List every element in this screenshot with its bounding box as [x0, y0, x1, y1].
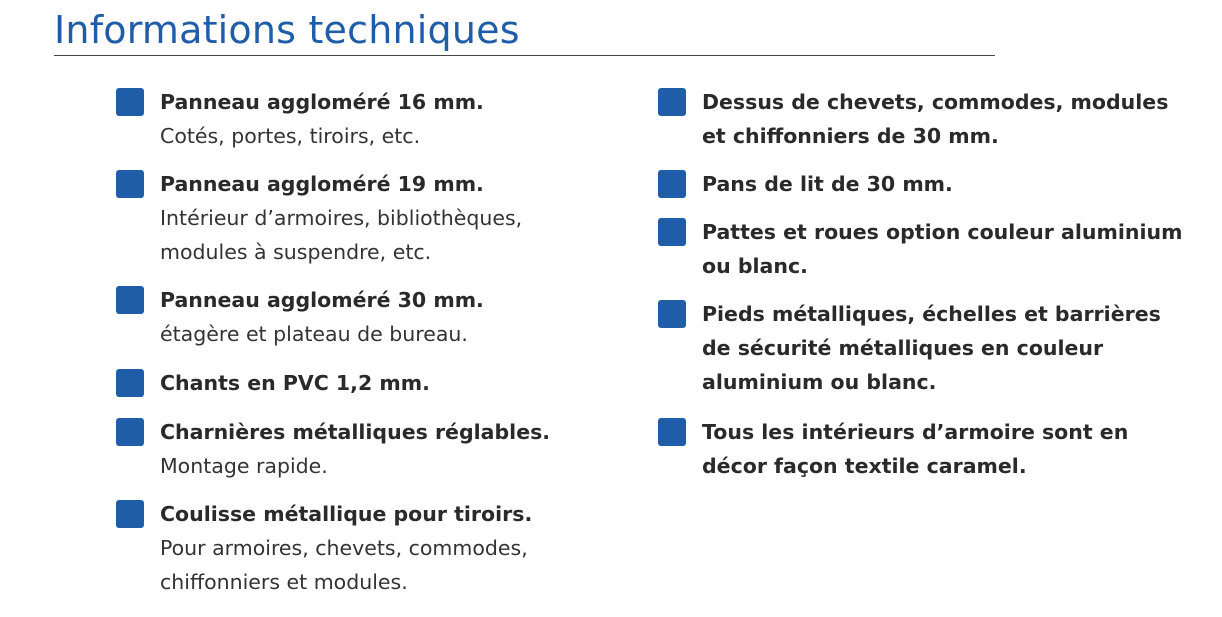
bullet-icon	[116, 286, 144, 314]
item-detail: Pour armoires, chevets, commodes,	[160, 536, 528, 560]
item-detail: étagère et plateau de bureau.	[160, 322, 468, 346]
bullet-icon	[116, 88, 144, 116]
item-heading: Panneau aggloméré 16 mm.	[160, 90, 484, 114]
item-heading: Panneau aggloméré 30 mm.	[160, 288, 484, 312]
bullet-icon	[658, 88, 686, 116]
item-heading: décor façon textile caramel.	[702, 454, 1027, 478]
bullet-icon	[116, 418, 144, 446]
item-heading: Panneau aggloméré 19 mm.	[160, 172, 484, 196]
item-heading: Charnières métalliques réglables.	[160, 420, 551, 444]
item-heading: Coulisse métallique pour tiroirs.	[160, 502, 533, 526]
item-heading: Pieds métalliques, échelles et barrières	[702, 302, 1161, 326]
bullet-icon	[116, 500, 144, 528]
item-heading: Chants en PVC 1,2 mm.	[160, 371, 430, 395]
item-detail: Cotés, portes, tiroirs, etc.	[160, 124, 421, 148]
item-detail: modules à suspendre, etc.	[160, 240, 432, 264]
item-heading: aluminium ou blanc.	[702, 370, 937, 394]
bullet-icon	[658, 218, 686, 246]
bullet-icon	[658, 170, 686, 198]
item-heading: Tous les intérieurs d’armoire sont en	[702, 420, 1129, 444]
item-detail: Intérieur d’armoires, bibliothèques,	[160, 206, 523, 230]
item-heading: de sécurité métalliques en couleur	[702, 336, 1104, 360]
item-heading: Dessus de chevets, commodes, modules	[702, 90, 1169, 114]
item-heading: ou blanc.	[702, 254, 808, 278]
bullet-icon	[658, 300, 686, 328]
title-divider	[54, 55, 995, 56]
bullet-icon	[116, 369, 144, 397]
page-title: Informations techniques	[54, 8, 520, 52]
bullet-icon	[658, 418, 686, 446]
bullet-icon	[116, 170, 144, 198]
item-heading: et chiffonniers de 30 mm.	[702, 124, 999, 148]
item-detail: chiffonniers et modules.	[160, 570, 408, 594]
item-heading: Pattes et roues option couleur aluminium	[702, 220, 1183, 244]
item-detail: Montage rapide.	[160, 454, 328, 478]
item-heading: Pans de lit de 30 mm.	[702, 172, 953, 196]
